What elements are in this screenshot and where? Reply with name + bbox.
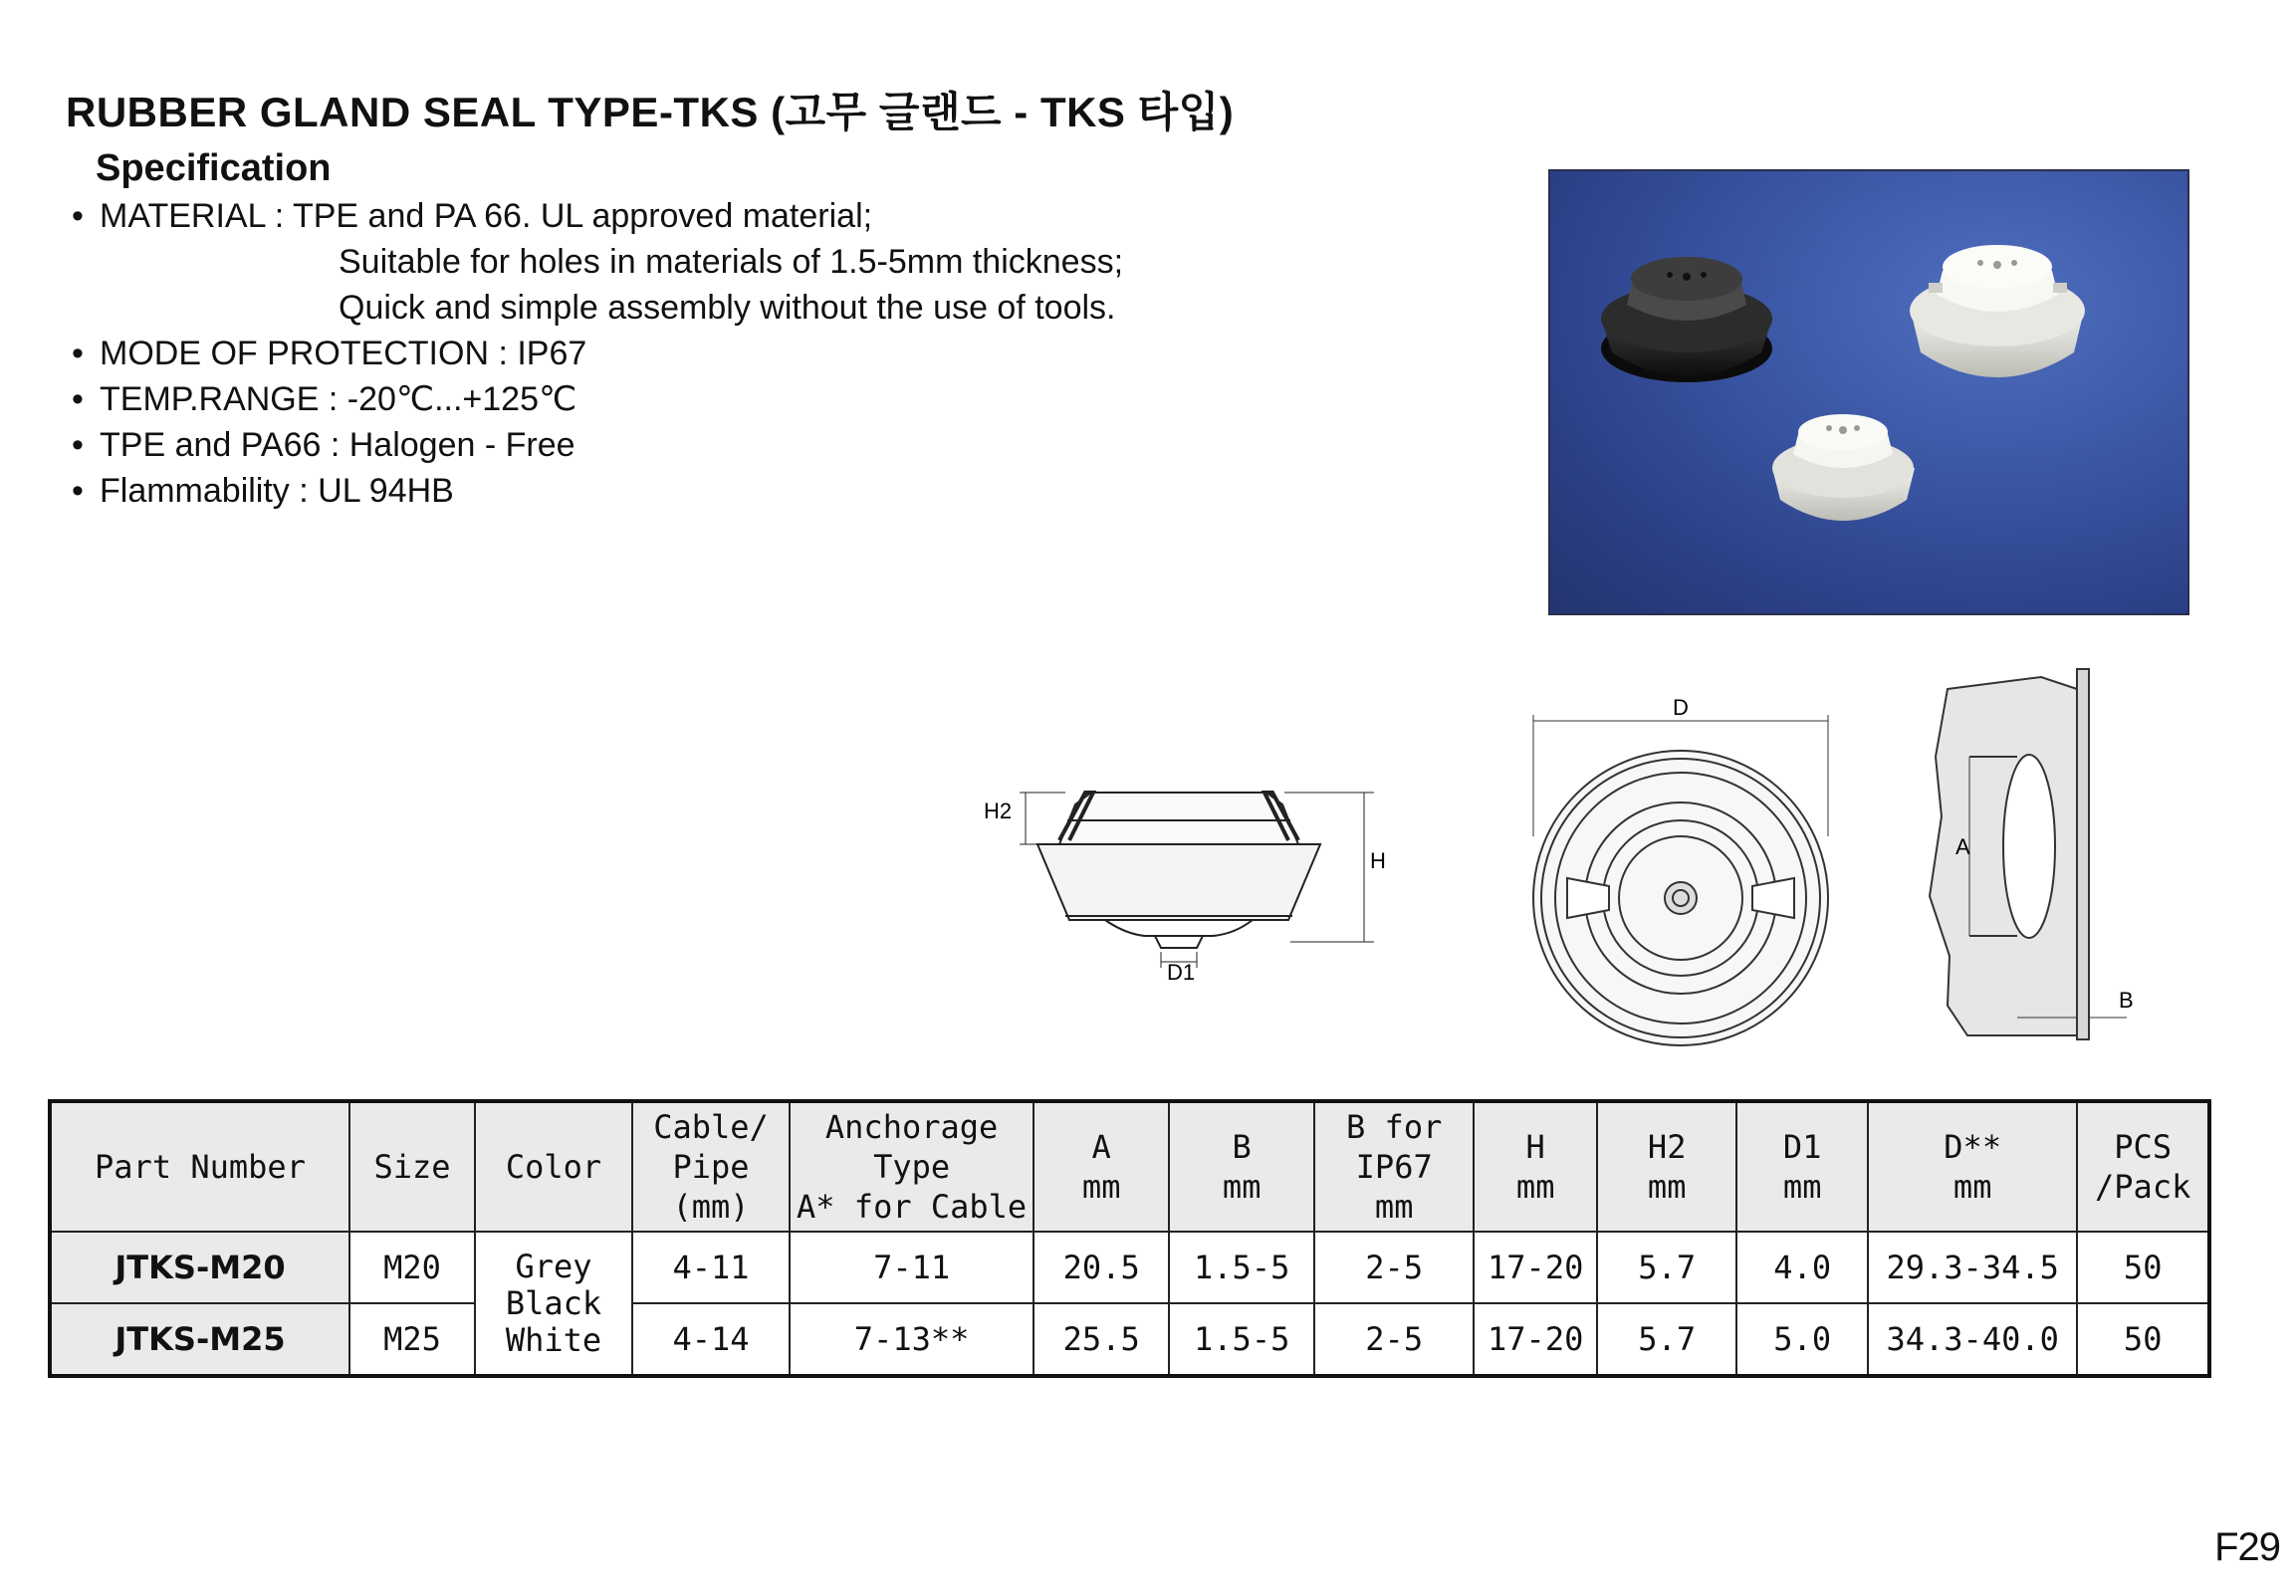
spec-text: TEMP.RANGE : -20℃...+125℃ <box>100 380 577 418</box>
cell-color: Grey Black White <box>475 1232 632 1376</box>
bullet: • <box>72 335 84 372</box>
cell-d: 29.3-34.5 <box>1868 1232 2077 1303</box>
spec-text: Suitable for holes in materials of 1.5-5mm thickness; <box>339 243 1124 281</box>
page-number: F29 <box>2214 1525 2280 1569</box>
cell-anchorage: 7-13** <box>790 1303 1033 1376</box>
spec-heading: Specification <box>96 147 332 189</box>
cell-cable: 4-11 <box>632 1232 790 1303</box>
bullet: • <box>72 472 84 510</box>
side-view-drawing <box>1020 793 1374 968</box>
label-d1: D1 <box>1167 960 1196 985</box>
cell-b-ip67: 2-5 <box>1314 1232 1474 1303</box>
spec-text: MODE OF PROTECTION : IP67 <box>100 335 587 372</box>
col-h: H mm <box>1474 1101 1597 1232</box>
bullet: • <box>72 197 84 235</box>
cell-part: JTKS-M25 <box>50 1303 349 1376</box>
table-header-row <box>50 1101 2209 1232</box>
col-d: D** mm <box>1868 1101 2077 1232</box>
col-a: A mm <box>1033 1101 1169 1232</box>
spec-text: TPE and PA66 : Halogen - Free <box>100 426 575 464</box>
col-b-ip67: B for IP67 mm <box>1314 1101 1474 1232</box>
top-view-drawing <box>1533 715 1828 1045</box>
label-a: A <box>1955 834 1970 859</box>
label-d: D <box>1673 695 1689 720</box>
label-h2: H2 <box>984 798 1013 823</box>
table-row <box>50 1232 2209 1303</box>
cell-d1: 4.0 <box>1736 1232 1868 1303</box>
cell-h: 17-20 <box>1474 1232 1597 1303</box>
spec-table <box>48 1099 2211 1378</box>
col-d1: D1 mm <box>1736 1101 1868 1232</box>
cell-h2: 5.7 <box>1597 1232 1736 1303</box>
label-h: H <box>1370 848 1386 873</box>
cell-size: M20 <box>349 1232 475 1303</box>
bullet: • <box>72 380 84 418</box>
cell-h: 17-20 <box>1474 1303 1597 1376</box>
cell-size: M25 <box>349 1303 475 1376</box>
cell-b: 1.5-5 <box>1169 1303 1314 1376</box>
cell-d: 34.3-40.0 <box>1868 1303 2077 1376</box>
col-part-number: Part Number <box>50 1101 349 1232</box>
spec-text: MATERIAL : TPE and PA 66. UL approved material; <box>100 197 873 235</box>
cell-pcs: 50 <box>2077 1303 2209 1376</box>
label-b: B <box>2119 988 2134 1013</box>
table-row <box>50 1303 2209 1376</box>
cell-part: JTKS-M20 <box>50 1232 349 1303</box>
col-pcs: PCS /Pack <box>2077 1101 2209 1232</box>
col-b: B mm <box>1169 1101 1314 1232</box>
cell-d1: 5.0 <box>1736 1303 1868 1376</box>
cell-a: 25.5 <box>1033 1303 1169 1376</box>
cell-b: 1.5-5 <box>1169 1232 1314 1303</box>
col-anchorage: Anchorage Type A* for Cable <box>790 1101 1033 1232</box>
col-size: Size <box>349 1101 475 1232</box>
spec-text: Quick and simple assembly without the use of tools. <box>339 289 1116 327</box>
page-title: RUBBER GLAND SEAL TYPE-TKS (고무 글랜드 - TKS 타입) <box>66 89 1235 135</box>
col-color: Color <box>475 1101 632 1232</box>
cell-anchorage: 7-11 <box>790 1232 1033 1303</box>
cell-pcs: 50 <box>2077 1232 2209 1303</box>
bullet: • <box>72 426 84 464</box>
cell-cable: 4-14 <box>632 1303 790 1376</box>
cell-b-ip67: 2-5 <box>1314 1303 1474 1376</box>
cell-h2: 5.7 <box>1597 1303 1736 1376</box>
cell-a: 20.5 <box>1033 1232 1169 1303</box>
col-cable-pipe: Cable/ Pipe (mm) <box>632 1101 790 1232</box>
col-h2: H2 mm <box>1597 1101 1736 1232</box>
spec-text: Flammability : UL 94HB <box>100 472 454 510</box>
